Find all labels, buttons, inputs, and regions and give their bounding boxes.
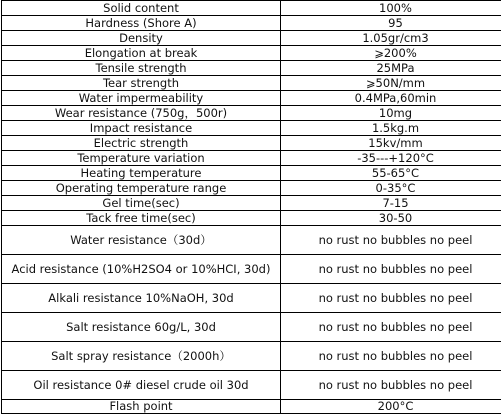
property-cell: Operating temperature range	[2, 181, 281, 196]
property-cell: Wear resistance (750g，500r)	[2, 106, 281, 121]
table-row	[2, 181, 501, 196]
table-row	[2, 211, 501, 226]
value-cell: 1.05gr/cm3	[281, 31, 501, 46]
table-row	[2, 400, 501, 414]
property-cell: Electric strength	[2, 136, 281, 151]
property-cell: Flash point	[2, 400, 281, 414]
value-cell: no rust no bubbles no peel	[281, 255, 501, 284]
value-cell: 30-50	[281, 211, 501, 226]
property-cell: Elongation at break	[2, 46, 281, 61]
value-cell: 0.4MPa,60min	[281, 91, 501, 106]
table-row	[2, 284, 501, 313]
value-cell: 0-35°C	[281, 181, 501, 196]
property-cell: Oil resistance 0# diesel crude oil 30d	[2, 371, 281, 400]
property-cell: Water impermeability	[2, 91, 281, 106]
value-cell: ⩾200%	[281, 46, 501, 61]
table-row	[2, 136, 501, 151]
property-cell: Density	[2, 31, 281, 46]
table-row	[2, 121, 501, 136]
table-row	[2, 1, 501, 16]
property-cell: Temperature variation	[2, 151, 281, 166]
property-cell: Heating temperature	[2, 166, 281, 181]
table-row	[2, 196, 501, 211]
property-cell: Tensile strength	[2, 61, 281, 76]
property-cell: Impact resistance	[2, 121, 281, 136]
value-cell: 15kv/mm	[281, 136, 501, 151]
property-cell: Tack free time(sec)	[2, 211, 281, 226]
property-cell: Solid content	[2, 1, 281, 16]
value-cell: no rust no bubbles no peel	[281, 313, 501, 342]
value-cell: 55-65°C	[281, 166, 501, 181]
table-row	[2, 76, 501, 91]
table-row	[2, 255, 501, 284]
table-row	[2, 31, 501, 46]
value-cell: 100%	[281, 1, 501, 16]
property-cell: Water resistance（30d）	[2, 226, 281, 255]
table-row	[2, 151, 501, 166]
table-row	[2, 61, 501, 76]
table-row	[2, 106, 501, 121]
value-cell: 7-15	[281, 196, 501, 211]
table-row	[2, 371, 501, 400]
value-cell: 25MPa	[281, 61, 501, 76]
table-row	[2, 313, 501, 342]
property-cell: Alkali resistance 10%NaOH, 30d	[2, 284, 281, 313]
table-row	[2, 226, 501, 255]
table-row	[2, 342, 501, 371]
value-cell: 1.5kg.m	[281, 121, 501, 136]
property-cell: Gel time(sec)	[2, 196, 281, 211]
value-cell: ⩾50N/mm	[281, 76, 501, 91]
specification-table	[1, 0, 501, 414]
value-cell: no rust no bubbles no peel	[281, 342, 501, 371]
value-cell: 200°C	[281, 400, 501, 414]
property-cell: Salt resistance 60g/L, 30d	[2, 313, 281, 342]
value-cell: no rust no bubbles no peel	[281, 226, 501, 255]
property-cell: Acid resistance (10%H2SO4 or 10%HCI, 30d)	[2, 255, 281, 284]
property-cell: Tear strength	[2, 76, 281, 91]
value-cell: 10mg	[281, 106, 501, 121]
table-row	[2, 166, 501, 181]
value-cell: -35---+120°C	[281, 151, 501, 166]
table-row	[2, 16, 501, 31]
value-cell: no rust no bubbles no peel	[281, 284, 501, 313]
property-cell: Hardness (Shore A)	[2, 16, 281, 31]
table-row	[2, 46, 501, 61]
table-row	[2, 91, 501, 106]
property-cell: Salt spray resistance（2000h）	[2, 342, 281, 371]
value-cell: 95	[281, 16, 501, 31]
value-cell: no rust no bubbles no peel	[281, 371, 501, 400]
